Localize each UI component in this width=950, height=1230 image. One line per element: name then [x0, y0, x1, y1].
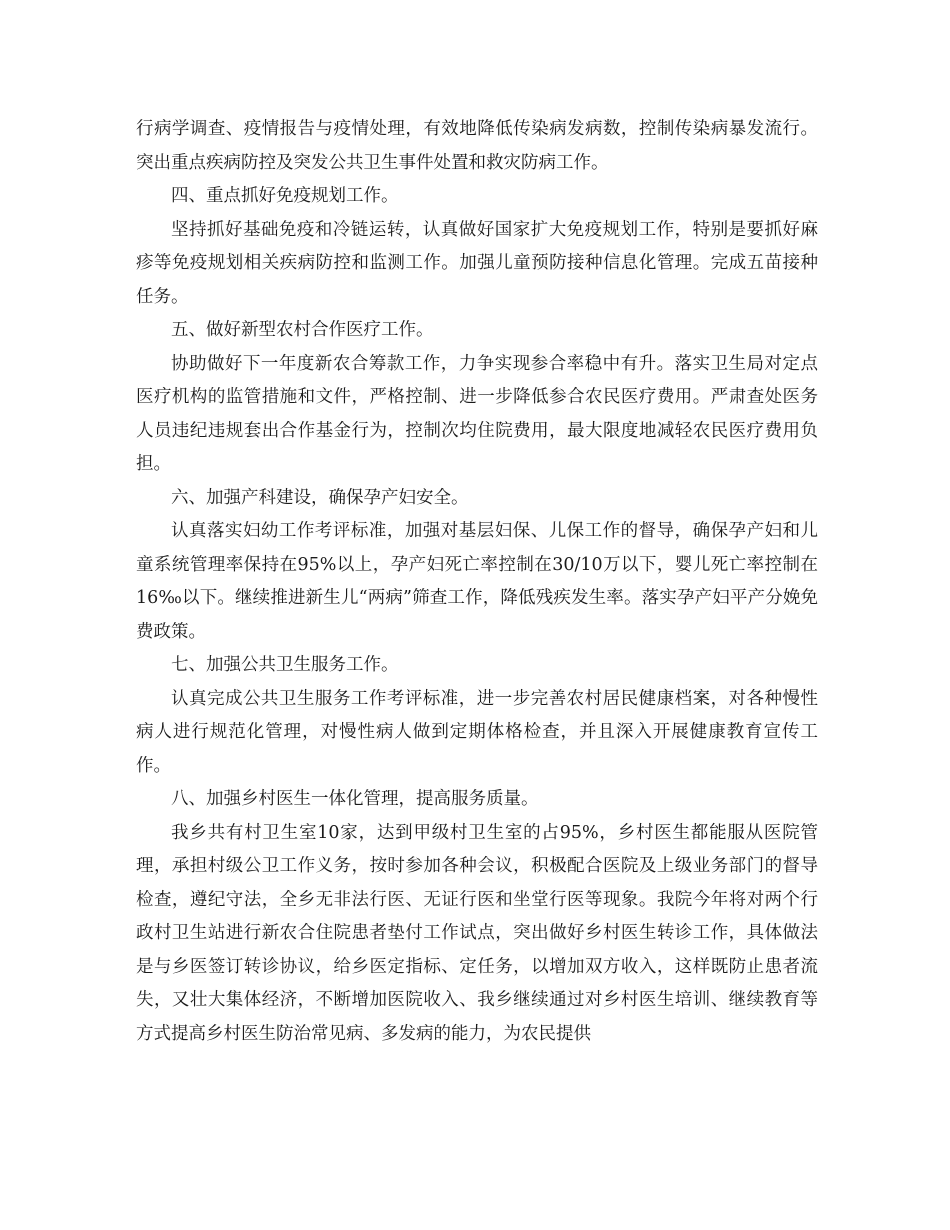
paragraph-epidemiology: 行病学调查、疫情报告与疫情处理，有效地降低传染病发病数，控制传染病暴发流行。突出重点疾病防控及突发公共卫生事件处置和救灾防病工作。 — [136, 119, 818, 173]
paragraph-public-health-service: 认真完成公共卫生服务工作考评标准，进一步完善农村居民健康档案，对各种慢性病人进行规范化管理，对慢性病人做到定期体格检查，并且深入开展健康教育宣传工作。 — [136, 688, 818, 776]
heading-public-health-service: 七、加强公共卫生服务工作。 — [171, 655, 399, 675]
paragraph-rural-cooperative-medical: 协助做好下一年度新农合筹款工作，力争实现参合率稳中有升。落实卫生局对定点医疗机构的监管措施和文件，严格控制、进一步降低参合农民医疗费用。严肃查处医务人员违纪违规套出合作基金行为，控制次均住院费用，最大限度地减轻农民医疗费用负担。 — [136, 353, 818, 474]
heading-obstetrics: 六、加强产科建设，确保孕产妇安全。 — [171, 487, 469, 508]
paragraph-village-doctors: 我乡共有村卫生室10家，达到甲级村卫生室的占95%，乡村医生都能服从医院管理，承担村级公卫工作义务，按时参加各种会议，积极配合医院及上级业务部门的督导检查，遵纪守法，全乡无非法行医、无证行医和坐堂行医等现象。我院今年将对两个行政村卫生站进行新农合住院患者垫付工作试点，突出做好乡村医生转诊工作，具体做法是与乡医签订转诊协议，给乡医定指标、定任务，以增加双方收入，这样既防止患者流失，又壮大集体经济，不断增加医院收入、我乡继续通过对乡村医生培训、继续教育等方式提高乡村医生防治常见病、多发病的能力，为农民提供 — [136, 822, 818, 1044]
paragraph-obstetrics: 认真落实妇幼工作考评标准，加强对基层妇保、儿保工作的督导，确保孕产妇和儿童系统管理率保持在95%以上，孕产妇死亡率控制在30/10万以下，婴儿死亡率控制在16‰以下。继续推进新生儿“两病”筛查工作，降低残疾发生率。落实孕产妇平产分娩免费政策。 — [136, 521, 818, 642]
heading-village-doctors: 八、加强乡村医生一体化管理，提高服务质量。 — [171, 789, 539, 809]
paragraph-immunization: 坚持抓好基础免疫和冷链运转，认真做好国家扩大免疫规划工作，特别是要抓好麻疹等免疫规划相关疾病防控和监测工作。加强儿童预防接种信息化管理。完成五苗接种任务。 — [136, 219, 818, 307]
document-body — [136, 113, 818, 1051]
heading-immunization: 四、重点抓好免疫规划工作。 — [171, 186, 399, 206]
heading-rural-cooperative-medical: 五、做好新型农村合作医疗工作。 — [171, 320, 434, 340]
